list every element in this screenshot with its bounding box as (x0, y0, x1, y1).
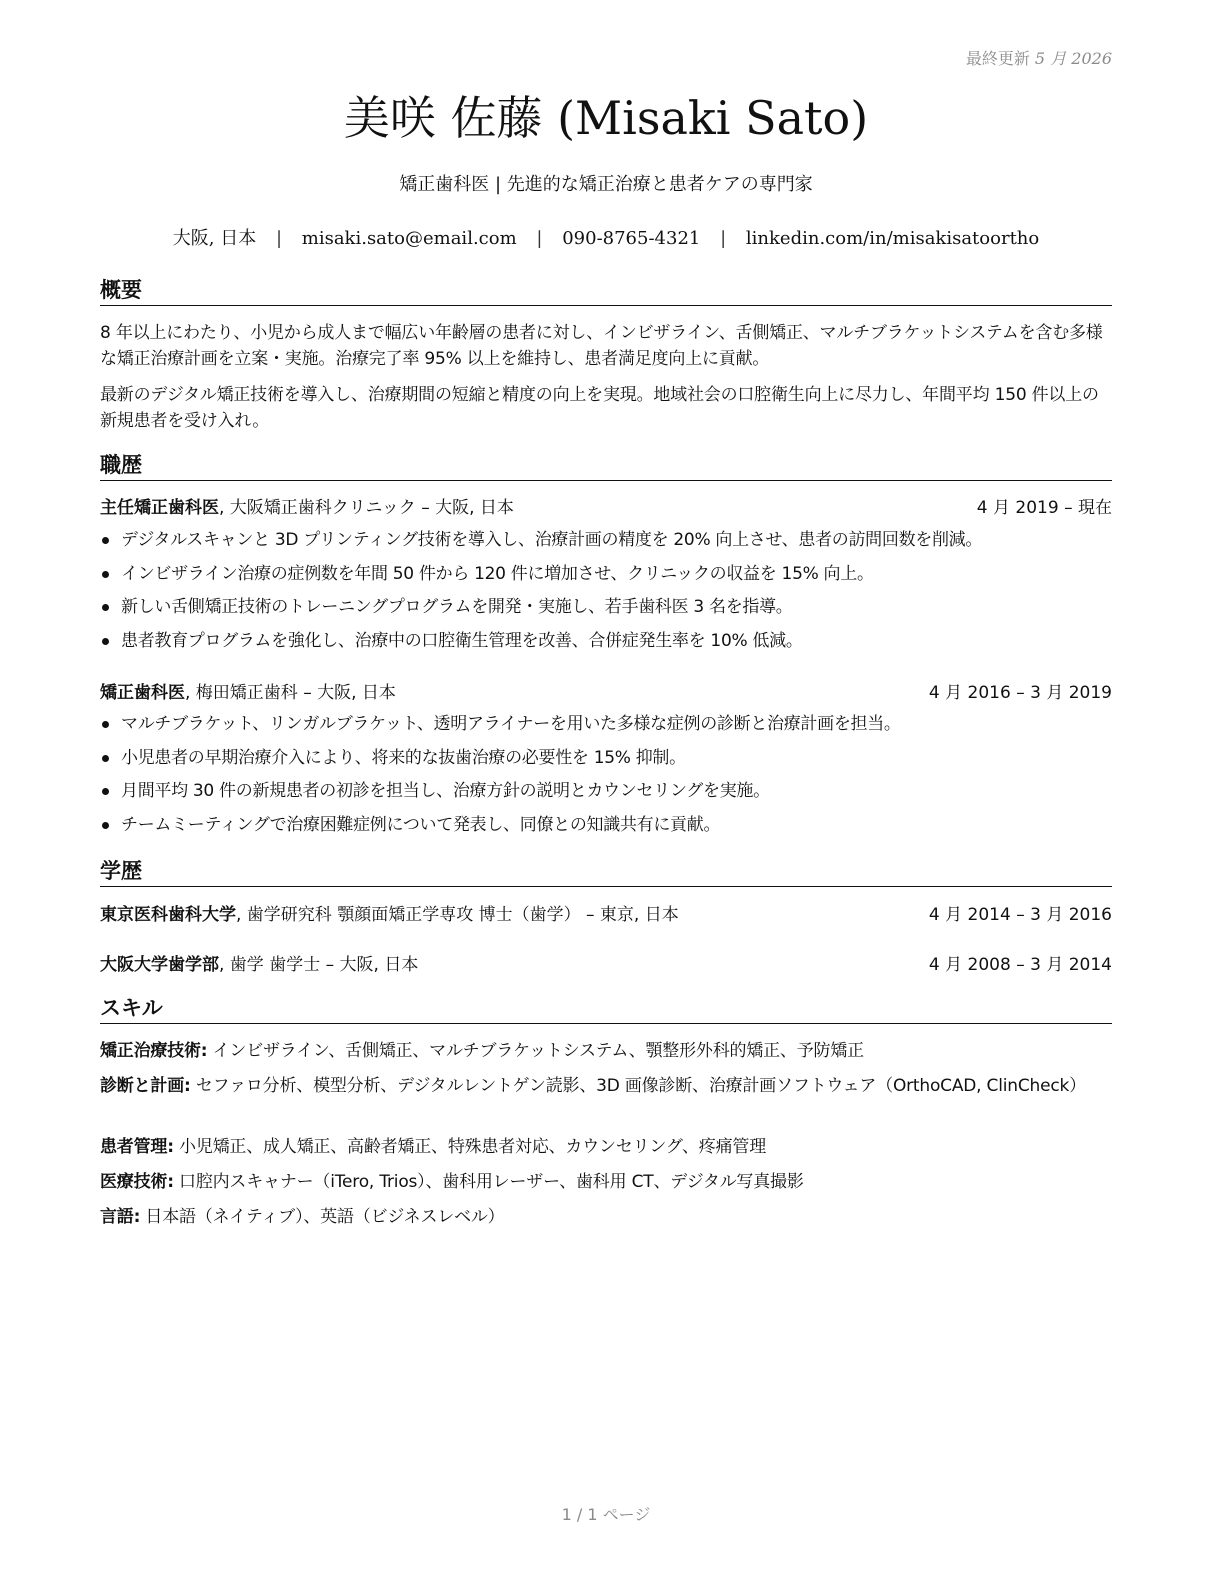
page-indicator: 1 / 1 ページ (561, 1505, 651, 1524)
section-title-skills: スキル (100, 995, 1112, 1024)
last-updated (966, 46, 1112, 69)
contact-separator: | (275, 228, 283, 249)
skill-label: 医療技術: (100, 1172, 174, 1192)
skill-value: インビザライン、舌側矯正、マルチブラケットシステム、顎整形外科的矯正、予防矯正 (207, 1041, 864, 1061)
education-school: 大阪大学歯学部 (100, 955, 219, 975)
contact-separator: | (720, 228, 727, 249)
list-item: インビザライン治療の症例数を年間 50 件から 120 件に増加させ、クリニックの収益を 15% 向上。 (100, 562, 1112, 596)
candidate-name: 美咲 佐藤 (Misaki Sato) (343, 91, 869, 145)
contact-line (100, 224, 1112, 250)
contact-email[interactable]: misaki.sato@email.com (301, 228, 517, 249)
skill-item (100, 1073, 1112, 1099)
skill-label: 診断と計画: (100, 1076, 191, 1096)
skill-value: 小児矯正、成人矯正、高齢者矯正、特殊患者対応、カウンセリング、疼痛管理 (173, 1137, 766, 1157)
skill-item (100, 1134, 1112, 1160)
contact-location: 大阪, 日本 (172, 228, 257, 249)
education-detail: , 歯学 歯学士 – 大阪, 日本 (219, 955, 419, 975)
job-role: 主任矯正歯科医 (100, 498, 219, 518)
contact-linkedin[interactable]: linkedin.com/in/misakisatoortho (745, 228, 1040, 249)
list-item: チームミーティングで治療困難症例について発表し、同僚との知識共有に貢献。 (100, 813, 1112, 847)
contact-phone[interactable]: 090-8765-4321 (562, 228, 701, 249)
skill-label: 言語: (100, 1207, 141, 1227)
skill-item (100, 1204, 1112, 1230)
list-item: デジタルスキャンと 3D プリンティング技術を導入し、治療計画の精度を 20% 向上させ、患者の訪問回数を削減。 (100, 528, 1112, 562)
skill-value: セファロ分析、模型分析、デジタルレントゲン読影、3D 画像診断、治療計画ソフトウェア（OrthoCAD, ClinCheck） (190, 1076, 1086, 1096)
resume-page (100, 0, 1112, 1584)
section-title-summary: 概要 (100, 277, 1112, 306)
list-item: マルチブラケット、リンガルブラケット、透明アライナーを用いた多様な症例の診断と治療計画を担当。 (100, 712, 1112, 746)
job-header (100, 681, 1112, 705)
job-bullets (100, 528, 1112, 662)
last-updated-value: 5 月 2026 (1034, 49, 1112, 68)
education-detail: , 歯学研究科 顎顔面矯正学専攻 博士（歯学） – 東京, 日本 (236, 905, 679, 925)
job-role: 矯正歯科医 (100, 683, 185, 703)
candidate-tagline: 矯正歯科医 | 先進的な矯正治療と患者ケアの専門家 (399, 174, 813, 195)
summary-paragraph: 最新のデジタル矯正技術を導入し、治療期間の短縮と精度の向上を実現。地域社会の口腔衛生向上に尽力し、年間平均 150 件以上の新規患者を受け入れ。 (100, 385, 1099, 431)
education-item (100, 953, 1112, 977)
job-dates: 4 月 2016 – 3 月 2019 (928, 683, 1112, 703)
education-school: 東京医科歯科大学 (100, 905, 236, 925)
section-title-education: 学歴 (100, 858, 1112, 887)
list-item: 月間平均 30 件の新規患者の初診を担当し、治療方針の説明とカウンセリングを実施。 (100, 779, 1112, 813)
job-org: , 梅田矯正歯科 – 大阪, 日本 (185, 683, 396, 703)
skill-label: 矯正治療技術: (100, 1041, 208, 1061)
skill-item (100, 1038, 1112, 1064)
last-updated-label: 最終更新 (965, 49, 1030, 68)
job-dates: 4 月 2019 – 現在 (976, 498, 1112, 518)
job-header (100, 496, 1112, 520)
list-item: 新しい舌側矯正技術のトレーニングプログラムを開発・実施し、若手歯科医 3 名を指導。 (100, 595, 1112, 629)
skill-value: 口腔内スキャナー（iTero, Trios）、歯科用レーザー、歯科用 CT、デジタル写真撮影 (173, 1172, 804, 1192)
education-item (100, 903, 1112, 927)
job-bullets (100, 712, 1112, 846)
education-dates: 4 月 2014 – 3 月 2016 (928, 905, 1112, 925)
job-org: , 大阪矯正歯科クリニック – 大阪, 日本 (219, 498, 514, 518)
section-title-experience: 職歴 (100, 452, 1112, 481)
summary-paragraph: 8 年以上にわたり、小児から成人まで幅広い年齢層の患者に対し、インビザライン、舌側矯正、マルチブラケットシステムを含む多様な矯正治療計画を立案・実施。治療完了率 95% 以上を維持し、患者満足度向上に貢献。 (100, 323, 1103, 369)
list-item: 小児患者の早期治療介入により、将来的な抜歯治療の必要性を 15% 抑制。 (100, 746, 1112, 780)
skill-label: 患者管理: (100, 1137, 174, 1157)
skill-item (100, 1169, 1112, 1195)
list-item: 患者教育プログラムを強化し、治療中の口腔衛生管理を改善、合併症発生率を 10% 低減。 (100, 629, 1112, 663)
skill-value: 日本語（ネイティブ）、英語（ビジネスレベル） (140, 1207, 505, 1227)
contact-separator: | (536, 228, 543, 249)
education-dates: 4 月 2008 – 3 月 2014 (928, 955, 1112, 975)
